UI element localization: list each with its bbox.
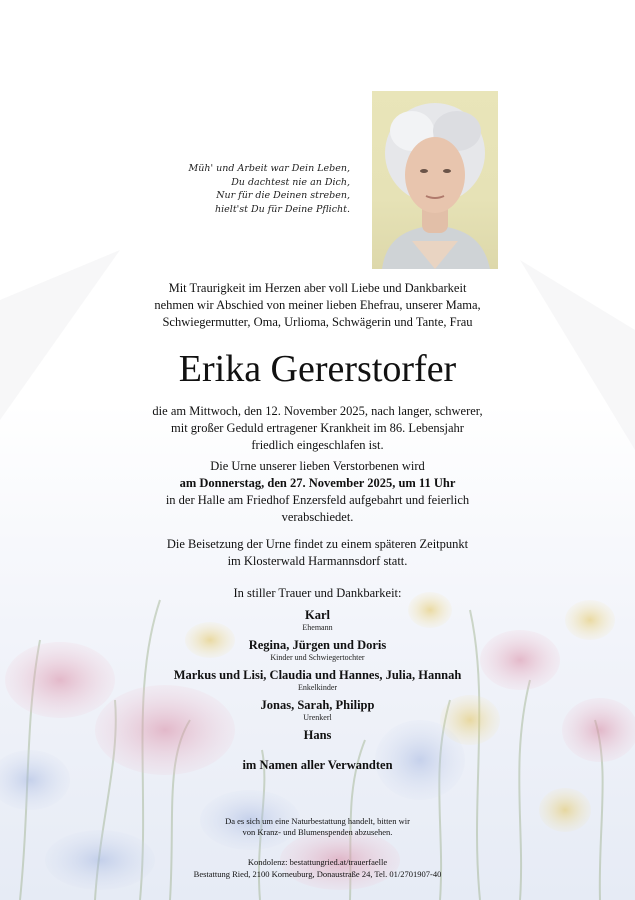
mourner-names: Karl: [305, 608, 330, 622]
poem-line: Müh' und Arbeit war Dein Leben,: [188, 163, 350, 174]
mourner-relation: Kinder und Schwiegertochter: [270, 653, 365, 662]
deceased-name: Erika Gererstorfer: [178, 348, 457, 390]
death-info-line: friedlich eingeschlafen ist.: [251, 438, 384, 452]
note-line: Da es sich um eine Naturbestattung handelt, bitten wir: [225, 816, 410, 826]
funeral-home-address: Bestattung Ried, 2100 Korneuburg, Donaustraße 24, Tel. 01/2701907-40: [193, 869, 442, 879]
deceased-portrait-photo: [372, 91, 498, 269]
intro-line: Mit Traurigkeit im Herzen aber voll Liebe und Dankbarkeit: [168, 281, 467, 295]
funeral-home-footer: [60, 856, 575, 880]
mourners-list: [60, 585, 575, 774]
donation-note: [60, 816, 575, 838]
mourner-relation: Enkelkinder: [297, 683, 338, 692]
mourner-names: Regina, Jürgen und Doris: [248, 638, 387, 652]
intro-text: [60, 280, 575, 331]
mourner-relation: Urenkerl: [303, 713, 332, 722]
note-line: von Kranz- und Blumenspenden abzusehen.: [242, 827, 393, 837]
mourner-group: [60, 668, 575, 693]
condolence-link[interactable]: Kondolenz: bestattungried.at/trauerfaelle: [247, 857, 388, 867]
death-info: [60, 403, 575, 454]
mourner-names: Jonas, Sarah, Philipp: [260, 698, 375, 712]
mourning-header: In stiller Trauer und Dankbarkeit:: [233, 586, 402, 600]
mourner-relation: Ehemann: [302, 623, 333, 632]
ceremony-info: [60, 458, 575, 526]
poem-line: Du dachtest nie an Dich,: [231, 176, 350, 188]
poem-line: Nur für die Deinen streben,: [216, 190, 350, 201]
mourner-group: [60, 638, 575, 663]
burial-info: [60, 536, 575, 570]
ceremony-line: in der Halle am Friedhof Enzersfeld aufgebahrt und feierlich: [165, 493, 470, 507]
burial-line: Die Beisetzung der Urne findet zu einem späteren Zeitpunkt: [166, 537, 469, 551]
burial-line: im Klosterwald Harmannsdorf statt.: [227, 554, 408, 568]
ceremony-date: am Donnerstag, den 27. November 2025, um 11 Uhr: [179, 476, 456, 490]
death-info-line: die am Mittwoch, den 12. November 2025, nach langer, schwerer,: [152, 404, 483, 418]
death-info-line: mit großer Geduld ertragener Krankheit im 86. Lebensjahr: [171, 421, 464, 435]
memorial-poem: [150, 162, 350, 216]
mourner-group: [60, 608, 575, 633]
mourner-names: Markus und Lisi, Claudia und Hannes, Julia, Hannah: [173, 668, 462, 682]
mourner-group: [60, 698, 575, 723]
intro-line: nehmen wir Abschied von meiner lieben Ehefrau, unserer Mama,: [154, 298, 481, 312]
relatives-line: im Namen aller Verwandten: [242, 758, 393, 772]
mourner-group: [60, 728, 575, 743]
ceremony-line: verabschiedet.: [281, 510, 354, 524]
mourner-names: Hans: [303, 728, 332, 742]
ceremony-line: Die Urne unserer lieben Verstorbenen wird: [210, 459, 425, 473]
intro-line: Schwiegermutter, Oma, Urlioma, Schwägerin und Tante, Frau: [162, 315, 473, 329]
poem-line: hielt'st Du für Deine Pflicht.: [215, 203, 350, 215]
